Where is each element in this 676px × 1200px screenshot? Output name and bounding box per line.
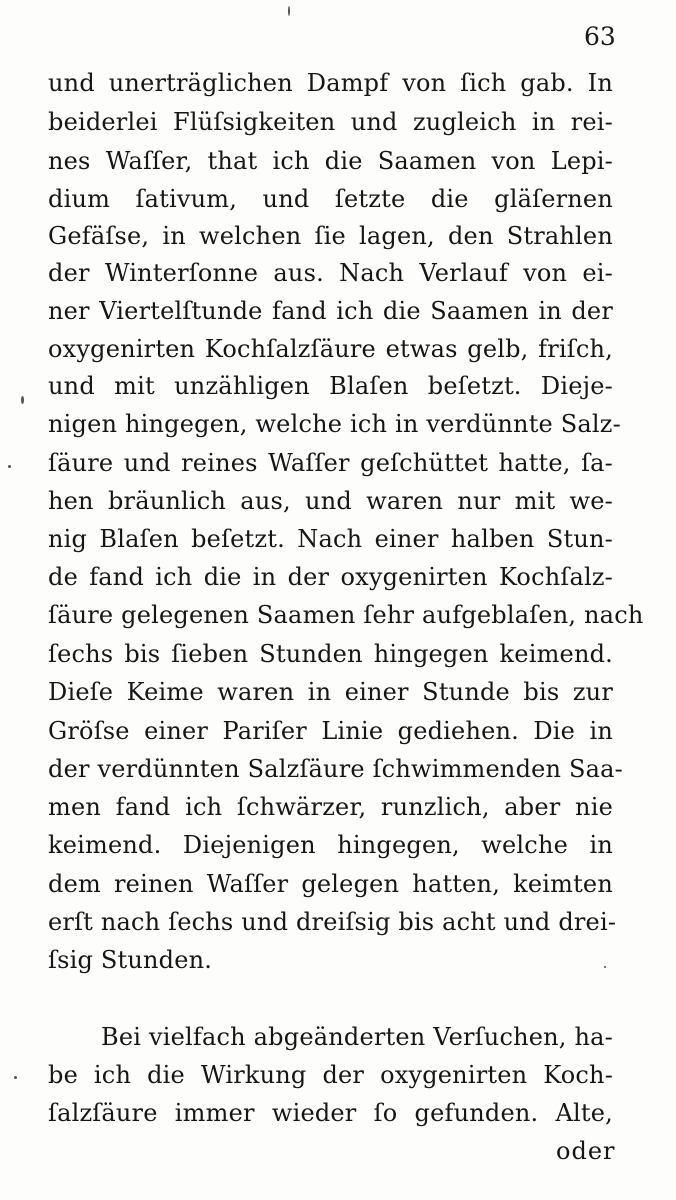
text-line: und unerträglichen Dampf von ſich gab. In [48,69,613,97]
page-number: 63 [584,22,616,51]
text-line: Gefäſse, in welchen ſie lagen, den Strahlen [48,222,613,250]
scan-speck [288,6,290,16]
text-line: be ich die Wirkung der oxygenirten Koch- [48,1061,613,1089]
text-line: ſsig Stunden. [48,946,213,974]
text-line: der verdünnten Salzſäure ſchwimmenden Saa- [48,755,623,783]
text-line: ſechs bis ſieben Stunden hingegen keimend. [48,640,613,668]
scan-speck [604,966,606,968]
text-line: de fand ich die in der oxygenirten Kochſalz- [48,563,613,591]
scan-speck [21,396,24,404]
text-line: nigen hingegen, welche ich in verdünnte Salz- [48,410,621,438]
text-line: hen bräunlich aus, und waren nur mit we- [48,487,613,515]
catchword: oder [556,1137,616,1165]
text-line: dem reinen Waſſer gelegen hatten, keimten [48,870,613,898]
text-line: Bei vielfach abgeänderten Verſuchen, ha- [101,1023,613,1051]
text-line: ſäure und reines Waſſer geſchüttet hatte, ſa- [48,449,613,477]
text-line: der Winterſonne aus. Nach Verlauf von ei- [48,259,613,287]
text-line: beiderlei Flüſsigkeiten und zugleich in rei- [48,108,613,136]
text-line: dium ſativum, und ſetzte die gläſernen [48,185,613,213]
text-line: nig Blaſen beſetzt. Nach einer halben Stun- [48,525,613,553]
text-line: Gröſse einer Pariſer Linie gediehen. Die in [48,717,613,745]
text-line: men fand ich ſchwärzer, runzlich, aber nie [48,793,613,821]
scan-speck [14,1076,17,1079]
text-line: nes Waſſer, that ich die Saamen von Lepi- [48,147,613,175]
text-line: oxygenirten Kochſalzſäure etwas gelb, friſch, [48,335,613,363]
text-line: Dieſe Keime waren in einer Stunde bis zur [48,678,613,706]
text-line: ſalzſäure immer wieder ſo gefunden. Alte, [48,1099,613,1127]
text-line: und mit unzähligen Blaſen beſetzt. Dieje- [48,372,613,400]
text-line: keimend. Diejenigen hingegen, welche in [48,831,613,859]
text-line: ner Viertelſtunde fand ich die Saamen in der [48,297,613,325]
scan-speck [8,465,11,468]
text-line: erſt nach ſechs und dreiſsig bis acht und drei- [48,908,617,936]
text-line: ſäure gelegenen Saamen ſehr aufgeblaſen, nach [48,601,644,629]
